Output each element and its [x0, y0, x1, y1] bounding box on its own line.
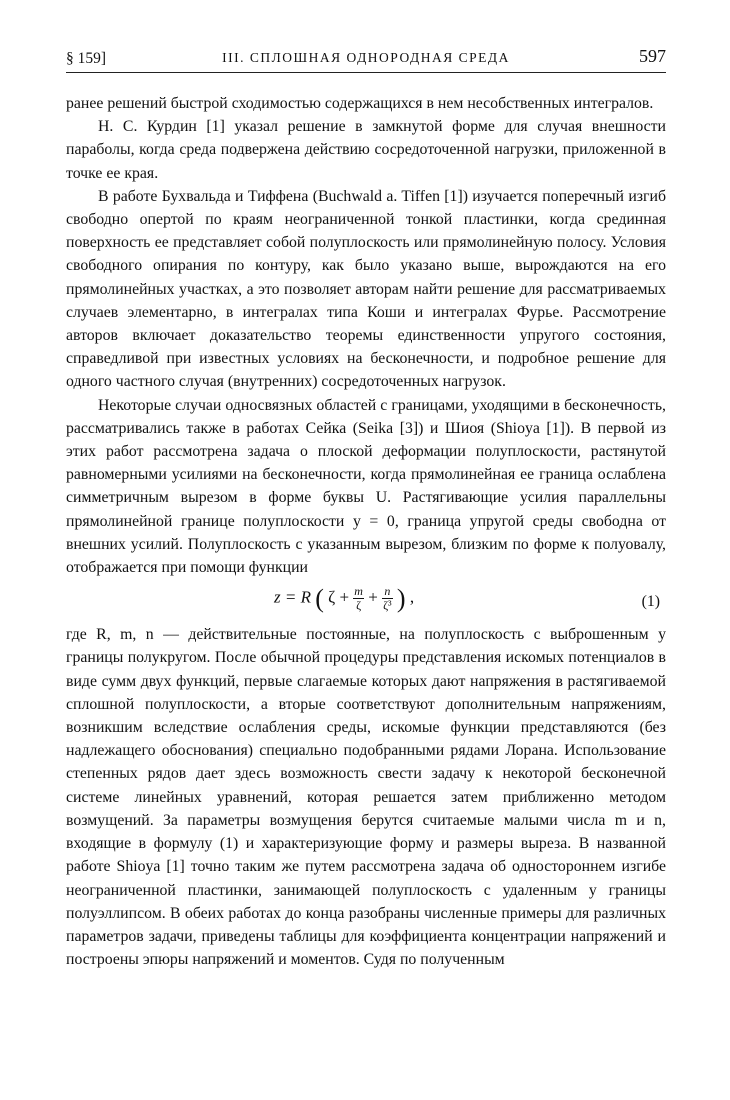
paragraph-2: Н. С. Курдин [1] указал решение в замкнутой форме для случая внешности параболы, когда среда подвержена действию сосредоточенной нагрузки, приложенной в точке ее края. [66, 118, 666, 182]
page-number: 597 [639, 46, 666, 66]
frac-n-numerator: n [382, 585, 393, 599]
paragraph-5: где R, m, n — действительные постоянные, на полуплоскость с выброшенным у границы полукругом. После обычной процедуры представления искомых потенциалов в виде сумм двух функций, первые слагаемые которых дают напряжения в растягиваемой сплошной полуплоскости, а вторые соответствуют дополнительным напряжениям, возникшим вследствие ослабления среды, искомые функции представляются (без надлежащего обоснования) специально подобранными рядами Лорана. Использование степенных рядов дает здесь возможность свести задачу к некоторой бесконечной системе линейных уравнений, которая решается затем приближенно методом возмущений. За параметры возмущения берутся считаемые малыми числа m и n, входящие в формулу (1) и характеризующие форму и размеры выреза. В названной работе Shioya [1] точно таким же путем рассмотрена задача об одностороннем изгибе неограниченной пластинки, занимающей полуплоскость с удаленным у границы полуэллипсом. В обеих работах до конца разобраны численные примеры для различных параметров задачи, приведены таблицы для коэффициента концентрации напряжений и построены эпюры напряжений и моментов. Судя по полученным [66, 626, 666, 969]
equation-comma: , [409, 587, 415, 607]
frac-m-denominator: ζ [356, 598, 362, 613]
zeta-term: ζ [328, 587, 336, 607]
chapter-title: III. СПЛОШНАЯ ОДНОРОДНАЯ СРЕДА [222, 50, 510, 65]
paragraph-3: В работе Бухвальда и Тиффена (Buchwald a. Tiffen [1]) изучается поперечный изгиб свободно опертой по краям неограниченной тонкой пластинки, когда срединная поверхность ее представляет собой полуплоскость или прямолинейную полосу. Условия свободного опирания по контуру, как было указано выше, вырождаются на его прямолинейных участках, а это позволяет авторам найти решение для рассматриваемых случаев элементарно, в интегралах типа Коши и интегралах Фурье. Рассмотрение авторов включает доказательство теоремы единственности упругого состояния, справедливой при известных условиях на бесконечности, и подробное решение для одного частного случая (внутренних) сосредоточенных нагрузок. [66, 187, 666, 391]
running-header [66, 44, 666, 73]
section-ref: § 159] [66, 50, 107, 67]
left-paren: ( [315, 584, 324, 614]
frac-m-numerator: m [354, 584, 363, 599]
paragraph-4: Некоторые случаи односвязных областей с границами, уходящими в бесконечность, рассматривались также в работах Сейка (Seika [3]) и Шиоя (Shioya [1]). В первой из этих работ рассмотрена задача о плоской деформации полуплоскости, растянутой равномерными усилиями на бесконечности, когда прямолинейная ее граница ослаблена симметричным вырезом в форме буквы U. Растягивающие усилия параллельны прямолинейной границе полуплоскости y = 0, граница упругой среды свободна от внешних усилий. Полуплоскость с указанным вырезом, близким по форме к полуовалу, отображается при помощи функции [66, 396, 666, 577]
equation-number: (1) [641, 593, 660, 611]
plus-sign-2: + [368, 587, 378, 607]
fraction-m-over-zeta [353, 585, 364, 612]
equation-body [274, 585, 414, 612]
equation-lhs: z = R [274, 587, 311, 607]
right-paren: ) [396, 584, 406, 614]
frac-n-denominator: ζ³ [383, 598, 392, 613]
body-text [66, 92, 666, 971]
plus-sign-1: + [339, 587, 350, 607]
fraction-n-over-zeta-cubed [382, 585, 393, 612]
paragraph-1: ранее решений быстрой сходимостью содержащихся в нем несобственных интегралов. [66, 95, 654, 112]
equation-1 [66, 581, 666, 623]
